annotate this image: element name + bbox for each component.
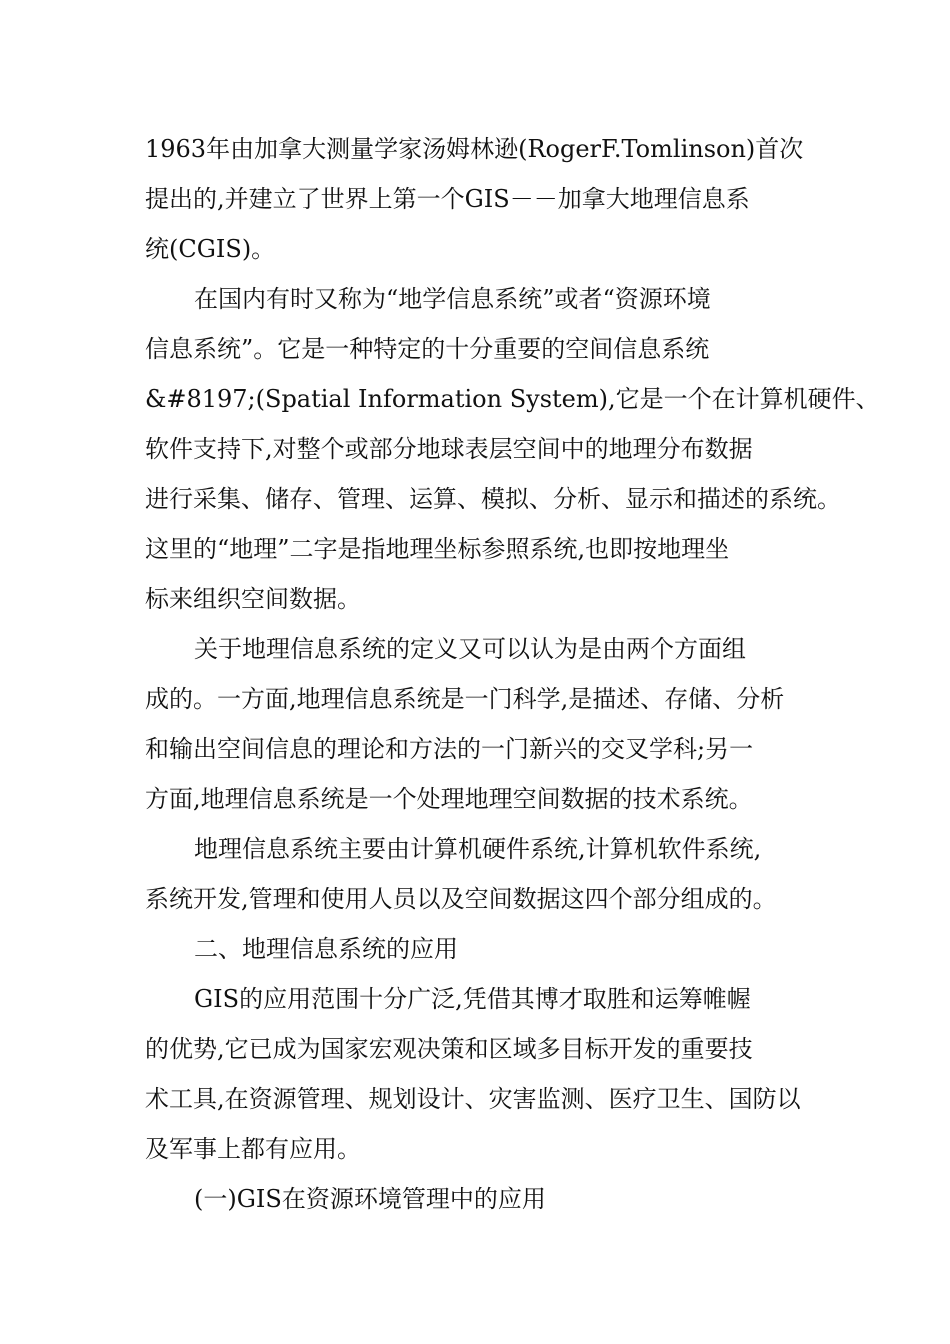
paragraph-line: 和输出空间信息的理论和方法的一门新兴的交叉学科;另一 <box>145 735 754 763</box>
paragraph-line: 提出的,并建立了世界上第一个GIS－－加拿大地理信息系 <box>145 185 750 213</box>
paragraph-line: 标来组织空间数据。 <box>145 585 361 613</box>
paragraph-line: GIS的应用范围十分广泛,凭借其博才取胜和运筹帷幄 <box>194 985 751 1013</box>
paragraph-line: 关于地理信息系统的定义又可以认为是由两个方面组 <box>194 635 746 663</box>
subsection-heading: (一)GIS在资源环境管理中的应用 <box>194 1185 546 1213</box>
paragraph-line: 术工具,在资源管理、规划设计、灾害监测、医疗卫生、国防以 <box>145 1085 801 1113</box>
paragraph-line: 系统开发,管理和使用人员以及空间数据这四个部分组成的。 <box>145 885 777 913</box>
paragraph-line: 进行采集、储存、管理、运算、模拟、分析、显示和描述的系统。 <box>145 485 841 513</box>
paragraph-line: 1963年由加拿大测量学家汤姆林逊(RogerF.Tomlinson)首次 <box>145 135 804 163</box>
paragraph-line: 地理信息系统主要由计算机硬件系统,计算机软件系统, <box>194 835 762 863</box>
paragraph-line: 及军事上都有应用。 <box>145 1135 361 1163</box>
paragraph-line: 统(CGIS)。 <box>145 235 276 263</box>
section-heading: 二、地理信息系统的应用 <box>194 935 458 963</box>
paragraph-line: 信息系统”。它是一种特定的十分重要的空间信息系统 <box>145 335 710 363</box>
paragraph-line: 的优势,它已成为国家宏观决策和区域多目标开发的重要技 <box>145 1035 753 1063</box>
paragraph-line: 方面,地理信息系统是一个处理地理空间数据的技术系统。 <box>145 785 753 813</box>
paragraph-line: 软件支持下,对整个或部分地球表层空间中的地理分布数据 <box>145 435 753 463</box>
paragraph-line: &#8197;(Spatial Information System),它是一个在计算机硬件、 <box>145 385 880 413</box>
paragraph-line: 在国内有时又称为“地学信息系统”或者“资源环境 <box>194 285 711 313</box>
paragraph-line: 这里的“地理”二字是指地理坐标参照系统,也即按地理坐 <box>145 535 730 563</box>
paragraph-line: 成的。一方面,地理信息系统是一门科学,是描述、存储、分析 <box>145 685 785 713</box>
